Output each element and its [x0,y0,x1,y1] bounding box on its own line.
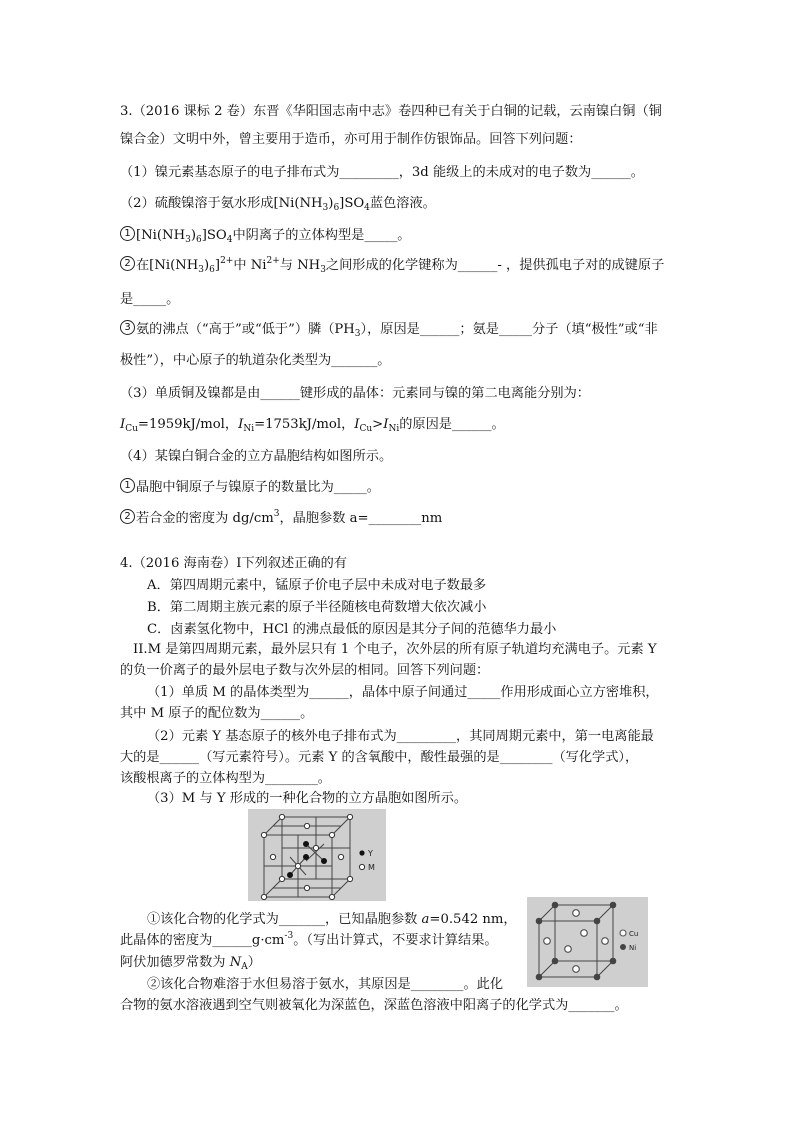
q4-part-2-line-3: 该酸根离子的立体构型为________。 [120,771,331,786]
q3-sub-4-2: 2 若合金的密度为 $dg/cm^3$，晶胞参数 a=________nm [120,509,442,528]
legend-ni-label: Ni [629,944,637,952]
cuni-unit-cell-diagram [527,897,648,987]
q4-ii-line-1: II.M 是第四周期元素，最外层只有 1 个电子，次外层的所有原子轨道均充满电子。元素 Y [133,642,657,657]
q4-figure-sub-1-line-2: 此晶体的密度为$\_\_\_\_\_\_g\cdot cm^{-3}$。（写出计算式，不要求计算结果。 [120,931,498,948]
q3-intro-line-2: 镍合金）文明中外，曾主要用于造币，亦可用于制作仿银饰品。回答下列问题： [120,132,582,147]
circled-number-1: 1 [120,478,135,493]
q4-part-1-line-1: （1）单质 M 的晶体类型为______，晶体中原子间通过_____作用形成面心立方密堆积， [147,685,659,700]
q4-figure-sub-2-line-1: ②该化合物难溶于水但易溶于氨水，其原因是________。此化 [147,977,504,992]
circled-number-2: 2 [120,509,135,524]
q4-option-c: C．卤素氢化物中，HCl 的沸点最低的原因是其分子间的范德华力最小 [147,622,557,637]
q3-sub-2-line-2: 是_____。 [120,292,180,307]
q3-sub-3-line-1: 3 氨的沸点（“高于”或“低于”）膦$(PH_3)$，原因是______；氨是_____分子（填“极性”或“非 [120,320,658,339]
legend-m-label: M [368,863,375,872]
circled-number-2: 2 [120,256,135,271]
q3-sub-2-line-1: 2 在$[Ni(NH_3)_6]^{2+}$中 $Ni^{2+}$与 $NH_3$之间形成的化学键称为______- ，提供孤电子对的成键原子 [120,256,664,275]
q3-part-1: （1）镍元素基态原子的电子排布式为_________，3d 能级上的未成对的电子数为______。 [120,165,644,180]
my-unit-cell-figure [248,809,386,901]
q4-part-2-line-1: （2）元素 Y 基态原子的核外电子排布式为_________，其同周期元素中，第一电离能最 [147,729,654,744]
q4-heading: 4.（2016 海南卷）Ⅰ下列叙述正确的有 [120,556,347,571]
q4-figure-sub-2-line-2: 合物的氨水溶液遇到空气则被氧化为深蓝色，深蓝色溶液中阳离子的化学式为_______。 [120,998,628,1013]
q3-part-3-line-1: （3）单质铜及镍都是由______键形成的晶体：元素同与镍的第二电离能分别为： [120,386,590,401]
my-unit-cell-diagram [248,809,386,901]
q3-intro-line-1: 3.（2016 课标 2 卷）东晋《华阳国志南中志》卷四种已有关于白铜的记载，云南镍白铜（铜 [120,104,662,119]
legend-y-label: Y [368,849,373,858]
legend-cu-label: Cu [629,930,639,938]
q3-part-3-line-2: $I_{Cu}=1959kJ$/mol，$I_{Ni}=1753kJ$/mol，$I_{Cu}>I_{Ni}$的原因是______。 [120,417,505,434]
circled-number-3: 3 [120,320,135,335]
q3-part-2: （2）硫酸镍溶于氨水形成$[Ni(NH_3)_6]SO_4$蓝色溶液。 [120,196,436,213]
cu-legend-dot [620,930,626,936]
q4-part-3: （3）M 与 Y 形成的一种化合物的立方晶胞如图所示。 [147,791,468,806]
q3-sub-1: 1 $[Ni(NH_3)_6]SO_4$中阴离子的立体构型是_____。 [120,226,410,245]
q4-figure-sub-1-line-1: ①该化合物的化学式为_______，已知晶胞参数 a=0.542 nm， [147,912,517,927]
q4-figure-sub-1-line-3: 阿伏加德罗常数为 $N_A$） [120,955,261,972]
q4-part-2-line-2: 大的是______（写元素符号）。元素 Y 的含氧酸中，酸性最强的是________（写化学式）， [120,750,639,765]
q4-option-b: B．第二周期主族元素的原子半径随核电荷数增大依次减小 [147,600,487,615]
y-legend-dot [359,850,364,855]
ni-legend-dot [620,944,626,950]
q3-part-4: （4）某镍白铜合金的立方晶胞结构如图所示。 [120,449,393,464]
q4-ii-line-2: 的负一价离子的最外层电子数与次外层的相同。回答下列问题： [120,663,490,678]
q4-part-1-line-2: 其中 M 原子的配位数为______。 [120,706,314,721]
q3-sub-4-1: 1 晶胞中铜原子与镍原子的数量比为_____。 [120,478,380,497]
m-legend-dot [359,864,364,869]
q4-option-a: A．第四周期元素中，锰原子价电子层中未成对电子数最多 [147,578,487,593]
q3-sub-3-line-2: 极性”），中心原子的轨道杂化类型为_______。 [120,353,391,368]
circled-number-1: 1 [120,226,135,241]
cuni-unit-cell-figure [527,897,648,987]
